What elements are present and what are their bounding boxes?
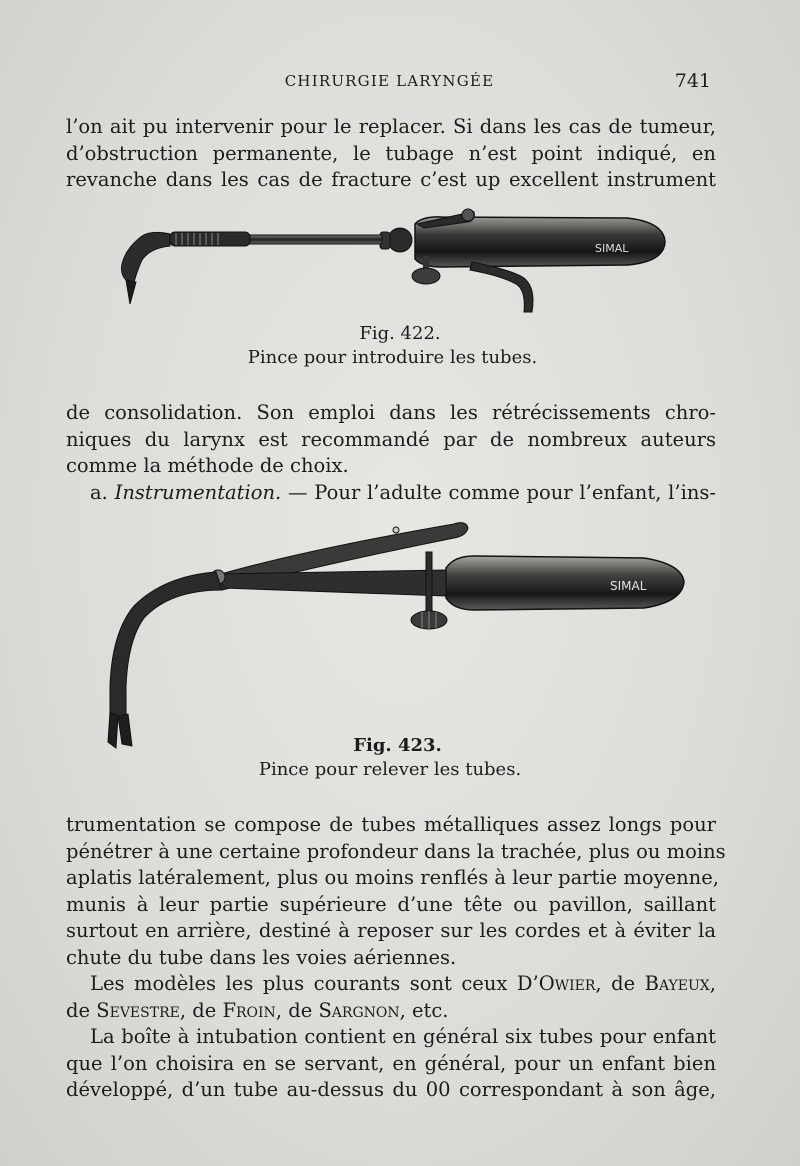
text-line: trumentation se compose de tubes métalliques assez longs pour [66,813,716,836]
text-line: aplatis latéralement, plus ou moins renflés à leur partie moyenne, [66,866,719,889]
text-line: surtout en arrière, destiné à reposer sur les cordes et à éviter la [66,919,716,942]
text-line [66,971,716,998]
text-line [66,480,716,507]
text-line: comme la méthode de choix. [66,454,349,477]
text-line: revanche dans les cas de fracture c’est up excellent instrument [66,168,716,191]
author-name: D’Owier [516,972,596,995]
text-fragment: — Pour l’adulte comme pour l’enfant, l’ins- [281,480,717,504]
figure-422-label: Fig. 422. [359,323,441,344]
paragraph-5 [66,1024,716,1104]
text-line: niques du larynx est recommandé par de nombreux auteurs [66,427,716,451]
text-fragment: , [709,972,716,995]
author-name: Sevestre [96,998,180,1022]
text-line: de consolidation. Son emploi dans les rétrécissements chro- [66,401,716,424]
text-line: que l’on choisira en se servant, en général, pour un enfant bien [66,1051,716,1075]
paragraph-2 [66,400,716,506]
author-name: Froin [222,998,276,1022]
text-fragment: , de [179,998,223,1022]
text-line: chute du tube dans les voies aériennes. [66,945,457,969]
figure-422-illustration [112,204,677,320]
author-name: Bayeux [644,972,710,995]
figure-422-caption: Pince pour introduire les tubes. [247,347,538,368]
text-line: d’obstruction permanente, le tubage n’est point indiqué, en [66,141,716,165]
text-line: l’on ait pu intervenir pour le replacer. Si dans les cas de tumeur, [66,115,716,138]
text-fragment: , de [275,998,319,1022]
paragraph-3 [66,812,726,971]
paragraph-4 [66,971,716,1024]
text-fragment: , etc. [399,998,449,1022]
section-heading: Instrumentation. [114,480,282,504]
text-line: La boîte à intubation contient en général six tubes pour enfant [90,1025,716,1048]
text-line: pénétrer à une certaine profondeur dans la trachée, plus ou moins [66,839,726,863]
text-fragment: Les modèles les plus courants sont ceux [90,972,517,995]
text-line: munis à leur partie supérieure d’une tête ou pavillon, saillant [66,892,716,916]
text-fragment: , de [595,972,645,995]
handle-mark: SIMAL [610,579,647,593]
text-fragment: de [66,998,97,1022]
page-number: 741 [674,70,711,92]
paragraph-1 [66,114,716,194]
figure-423-label: Fig. 423. [353,735,442,756]
author-name: Sargnon [318,998,400,1022]
running-head [62,70,717,94]
section-letter: a. [90,480,115,504]
text-line [66,998,716,1025]
figure-423-illustration [104,516,688,752]
handle-mark: SIMAL [595,242,629,255]
text-line: développé, d’un tube au-dessus du 00 correspondant à son âge, [66,1078,716,1101]
chapter-title: CHIRURGIE LARYNGÉE [284,72,495,90]
figure-423-caption: Pince pour relever les tubes. [258,759,522,780]
